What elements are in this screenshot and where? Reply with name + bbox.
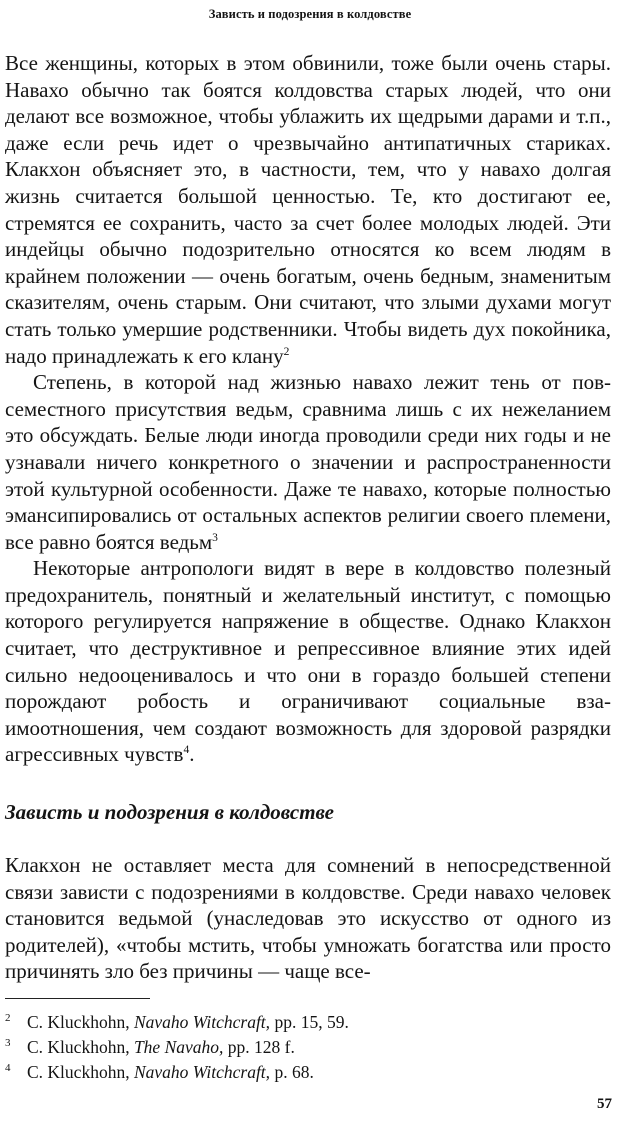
main-text <box>5 50 611 768</box>
footnote-author: C. Kluckhohn, <box>27 1037 134 1057</box>
paragraph-2 <box>5 369 611 555</box>
footnote-2 <box>5 1008 605 1033</box>
footnote-title: Navaho Witchcraft, <box>133 1062 271 1082</box>
footnote-4 <box>5 1058 605 1083</box>
footnote-title: Navaho Witchcraft, <box>133 1012 271 1032</box>
footnote-number: 2 <box>5 1012 11 1024</box>
footnote-pages: p. 68. <box>270 1062 314 1082</box>
running-head: Зависть и подозрения в колдовстве <box>208 7 412 21</box>
paragraph-3-text: Некоторые антропологи видят в вере в колдовство полезный предохранитель, понятный и желательный институт, с помощью которого регулируется напряжение в обществе. Однако Клакхон считает, что деструктивное и репрессивное влияние этих идей сильно недооценивалось и что они в гораздо большей степени порождают робость и ограничивают социальные взаимоотношения, чем создают возможность для здоровой разрядки агрессивных чувств <box>5 556 611 767</box>
section-text <box>5 852 611 985</box>
page-number: 57 <box>597 1096 612 1112</box>
section-paragraph-1: Клакхон не оставляет места для сомнений в непосредственной связи зависти с подозрениями в колдовстве. Среди навахо человек становится ведьмой (унаследовав это искусство от одного из родителей), «чтобы мстить, чтобы умножать богатства или просто причинять зло без причины — чаще все- <box>5 853 611 984</box>
footnote-title: The Navaho, <box>133 1037 224 1057</box>
footnote-ref-4: 4 <box>183 744 190 757</box>
footnote-author: C. Kluckhohn, <box>27 1012 134 1032</box>
paragraph-1-text: Все женщины, которых в этом обвинили, тоже были очень стары. Навахо обычно так боятся колдовства старых людей, что они делают все возможное, чтобы ублажить их щедрыми дарами и т.п., даже если речь идет о чрезвычайно антипатичных стариках. Клакхон объясняет это, в частности, тем, что у навахо долгая жизнь считается большой ценностью. Те, кто достигают ее, стремятся ее сохранить, часто за счет более молодых людей. Эти индейцы обычно подозрительно относятся ко всем людям в крайнем положении — очень богатым, очень бедным, знаменитым сказителям, очень старым. Они считают, что злыми духами могут стать только умершие родственники. Чтобы видеть дух покойника, надо принадлежать к его клану <box>5 51 611 368</box>
section-heading: Зависть и подозрения в колдовстве <box>5 800 334 824</box>
footnote-number: 3 <box>5 1037 11 1049</box>
paragraph-2-text: Степень, в которой над жизнью навахо лежит тень от повсеместного присутствия ведьм, сравнима лишь с их нежеланием это обсуждать. Белые люди иногда проводили среди них годы и не узнавали ничего конкретного о значении и распространенности этой культурной особенности. Даже те навахо, которые полностью эмансипировались от остальных аспектов религии своего племени, все равно боятся ведьм <box>5 370 611 554</box>
footnote-number: 4 <box>5 1062 11 1074</box>
footnotes <box>5 1008 605 1083</box>
footnote-3 <box>5 1033 605 1058</box>
paragraph-1 <box>5 50 611 369</box>
paragraph-3-end: . <box>189 742 195 767</box>
paragraph-3 <box>5 555 611 768</box>
footnote-pages: pp. 15, 59. <box>270 1012 349 1032</box>
footnote-ref-3: 3 <box>212 531 218 544</box>
footnote-divider <box>5 998 150 999</box>
footnote-pages: pp. 128 f. <box>223 1037 295 1057</box>
footnote-author: C. Kluckhohn, <box>27 1062 134 1082</box>
footnote-ref-2: 2 <box>283 345 290 358</box>
